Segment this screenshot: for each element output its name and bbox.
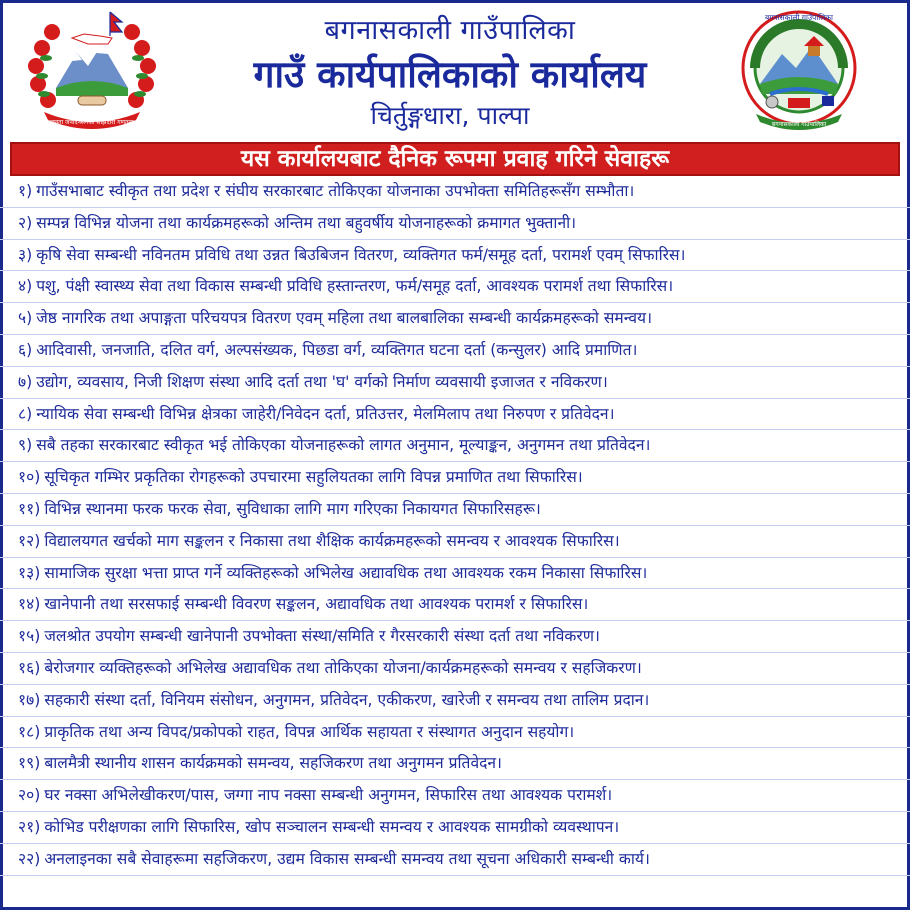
- item-number: ७): [18, 372, 33, 391]
- item-number: २१): [18, 817, 41, 836]
- item-text: बालमैत्री स्थानीय शासन कार्यक्रमको समन्वय, सहजिकरण तथा अनुगमन प्रतिवेदन।: [44, 754, 502, 773]
- item-text: बेरोजगार व्यक्तिहरूको अभिलेख अद्यावधिक तथा तोकिएका योजना/कार्यक्रमहरूको समन्वय र सहजिकरण।: [44, 658, 642, 677]
- item-number: १९): [18, 754, 41, 773]
- item-text: सामाजिक सुरक्षा भत्ता प्राप्त गर्ने व्यक्तिहरूको अभिलेख अद्यावधिक तथा आवश्यक रकम निकासा सिफारिस।: [44, 563, 648, 582]
- item-text: सूचिकृत गम्भिर प्रकृतिका रोगहरूको उपचारमा सहुलियतका लागि विपन्न प्रमाणित तथा सिफारिस।: [44, 468, 583, 487]
- list-item: [0, 303, 910, 335]
- list-item: [0, 335, 910, 367]
- item-text: उद्योग, व्यवसाय, निजी शिक्षण संस्था आदि दर्ता तथा 'घ' वर्गको निर्माण व्यवसायी इजाजत र नविकरण।: [36, 372, 608, 391]
- item-number: २२): [18, 849, 41, 868]
- list-item: [0, 558, 910, 590]
- list-item: [0, 176, 910, 208]
- item-text: खानेपानी तथा सरसफाई सम्बन्धी विवरण सङ्कलन, अद्यावधिक तथा आवश्यक परामर्श र सिफारिस।: [44, 595, 589, 614]
- item-text: सहकारी संस्था दर्ता, विनियम संसोधन, अनुगमन, प्रतिवेदन, एकीकरण, खारेजी र समन्वय तथा तालिम प्रदान।: [44, 690, 650, 709]
- item-text: घर नक्सा अभिलेखीकरण/पास, जग्गा नाप नक्सा सम्बन्धी अनुगमन, सिफारिस तथा आवश्यक परामर्श।: [44, 786, 613, 805]
- item-text: न्यायिक सेवा सम्बन्धी विभिन्न क्षेत्रका जाहेरी/निवेदन दर्ता, प्रतिउत्तर, मेलमिलाप तथा निरुपण र प्रतिवेदन।: [36, 404, 615, 423]
- item-number: १०): [18, 468, 41, 487]
- list-item: [0, 462, 910, 494]
- item-text: जलश्रोत उपयोग सम्बन्धी खानेपानी उपभोक्ता संस्था/समिति र गैरसरकारी संस्था दर्ता तथा नविकरण।: [44, 627, 600, 646]
- nepal-emblem-icon: [22, 8, 162, 133]
- list-item: [0, 748, 910, 780]
- list-item: [0, 430, 910, 462]
- item-text: अनलाइनका सबै सेवाहरूमा सहजिकरण, उद्यम विकास सम्बन्धी समन्वय तथा सूचना अधिकारी सम्बन्धी कार्य।: [44, 849, 650, 868]
- item-text: कृषि सेवा सम्बन्धी नविनतम प्रविधि तथा उन्नत बिउबिजन वितरण, व्यक्तिगत फर्म/समूह दर्ता, परामर्श एवम् सिफारिस।: [36, 245, 686, 264]
- list-item: [0, 621, 910, 653]
- office-location: चिर्तुङ्गधारा, पाल्पा: [370, 101, 530, 130]
- item-number: ११): [18, 499, 41, 518]
- list-item: [0, 271, 910, 303]
- item-number: १६): [18, 658, 41, 677]
- item-number: ९): [18, 436, 33, 455]
- item-number: ३): [18, 245, 33, 264]
- list-item: [0, 812, 910, 844]
- item-number: २०): [18, 786, 41, 805]
- item-number: २): [18, 213, 33, 232]
- list-item: [0, 685, 910, 717]
- svg-text:बगनासकाली गाउँपालिका: बगनासकाली गाउँपालिका: [771, 121, 827, 128]
- svg-text:बगनासकाली गाउँपालिका: बगनासकाली गाउँपालिका: [764, 13, 834, 22]
- list-item: [0, 589, 910, 621]
- item-number: १७): [18, 690, 41, 709]
- list-item: [0, 494, 910, 526]
- municipality-name: बगनासकाली गाउँपालिका: [324, 15, 576, 46]
- list-item: [0, 367, 910, 399]
- list-item: [0, 208, 910, 240]
- services-list: [0, 176, 910, 876]
- item-text: सबै तहका सरकारबाट स्वीकृत भई तोकिएका योजनाहरूको लागत अनुमान, मूल्याङ्कन, अनुगमन तथा प्रतिवेदन।: [36, 436, 651, 455]
- item-text: विभिन्न स्थानमा फरक फरक सेवा, सुविधाका लागि माग गरिएका निकायगत सिफारिसहरू।: [44, 499, 541, 518]
- item-number: १): [18, 182, 33, 200]
- list-item: [0, 653, 910, 685]
- item-number: ५): [18, 309, 33, 328]
- list-item: [0, 399, 910, 431]
- item-number: १५): [18, 627, 41, 646]
- office-title: गाउँ कार्यपालिकाको कार्यालय: [253, 53, 647, 96]
- item-number: १२): [18, 531, 41, 550]
- list-item: [0, 526, 910, 558]
- list-item: [0, 717, 910, 749]
- item-number: १८): [18, 722, 41, 741]
- list-item: [0, 844, 910, 876]
- svg-text:जनता जनार्दनसँगको साझेदारी गणत: जनता जनार्दनसँगको साझेदारी गणतन्त्र: [50, 119, 134, 126]
- services-banner: यस कार्यालयबाट दैनिक रूपमा प्रवाह गरिने सेवाहरू: [10, 142, 900, 176]
- item-text: विद्यालयगत खर्चको माग सङ्कलन र निकासा तथा शैक्षिक कार्यक्रमहरूको समन्वय र आवश्यक सिफारिस।: [44, 531, 620, 550]
- item-number: ६): [18, 340, 33, 359]
- list-item: [0, 780, 910, 812]
- item-text: कोभिड परीक्षणका लागि सिफारिस, खोप सञ्चालन सम्बन्धी समन्वय र आवश्यक सामग्रीको व्यवस्थापन।: [44, 817, 620, 836]
- item-number: १३): [18, 563, 41, 582]
- item-number: १४): [18, 595, 41, 614]
- item-text: प्राकृतिक तथा अन्य विपद/प्रकोपको राहत, विपन्न आर्थिक सहायता र संस्थागत अनुदान सहयोग।: [44, 722, 575, 741]
- item-text: गाउँसभाबाट स्वीकृत तथा प्रदेश र संघीय सरकारबाट तोकिएका योजनाका उपभोक्ता समितिहरूसँग सम्भौता।: [36, 182, 635, 200]
- list-item: [0, 240, 910, 272]
- item-text: जेष्ठ नागरिक तथा अपाङ्गता परिचयपत्र वितरण एवम् महिला तथा बालबालिका सम्बन्धी कार्यक्रमहरूको समन्वय।: [36, 309, 652, 328]
- header: [0, 0, 910, 140]
- item-text: आदिवासी, जनजाति, दलित वर्ग, अल्पसंख्यक, पिछडा वर्ग, व्यक्तिगत घटना दर्ता (कन्सुलर) आदि प्रमाणित।: [36, 340, 638, 359]
- item-text: सम्पन्न विभिन्न योजना तथा कार्यक्रमहरूको अन्तिम तथा बहुवर्षीय योजनाहरूको क्रमागत भुक्तानी।: [36, 213, 577, 232]
- item-text: पशु, पंक्षी स्वास्थ्य सेवा तथा विकास सम्बन्धी प्रविधि हस्तान्तरण, फर्म/समूह दर्ता, आवश्यक परामर्श तथा सिफारिस।: [36, 277, 674, 296]
- municipality-logo-icon: [730, 6, 868, 138]
- item-number: ८): [18, 404, 33, 423]
- item-number: ४): [18, 277, 33, 296]
